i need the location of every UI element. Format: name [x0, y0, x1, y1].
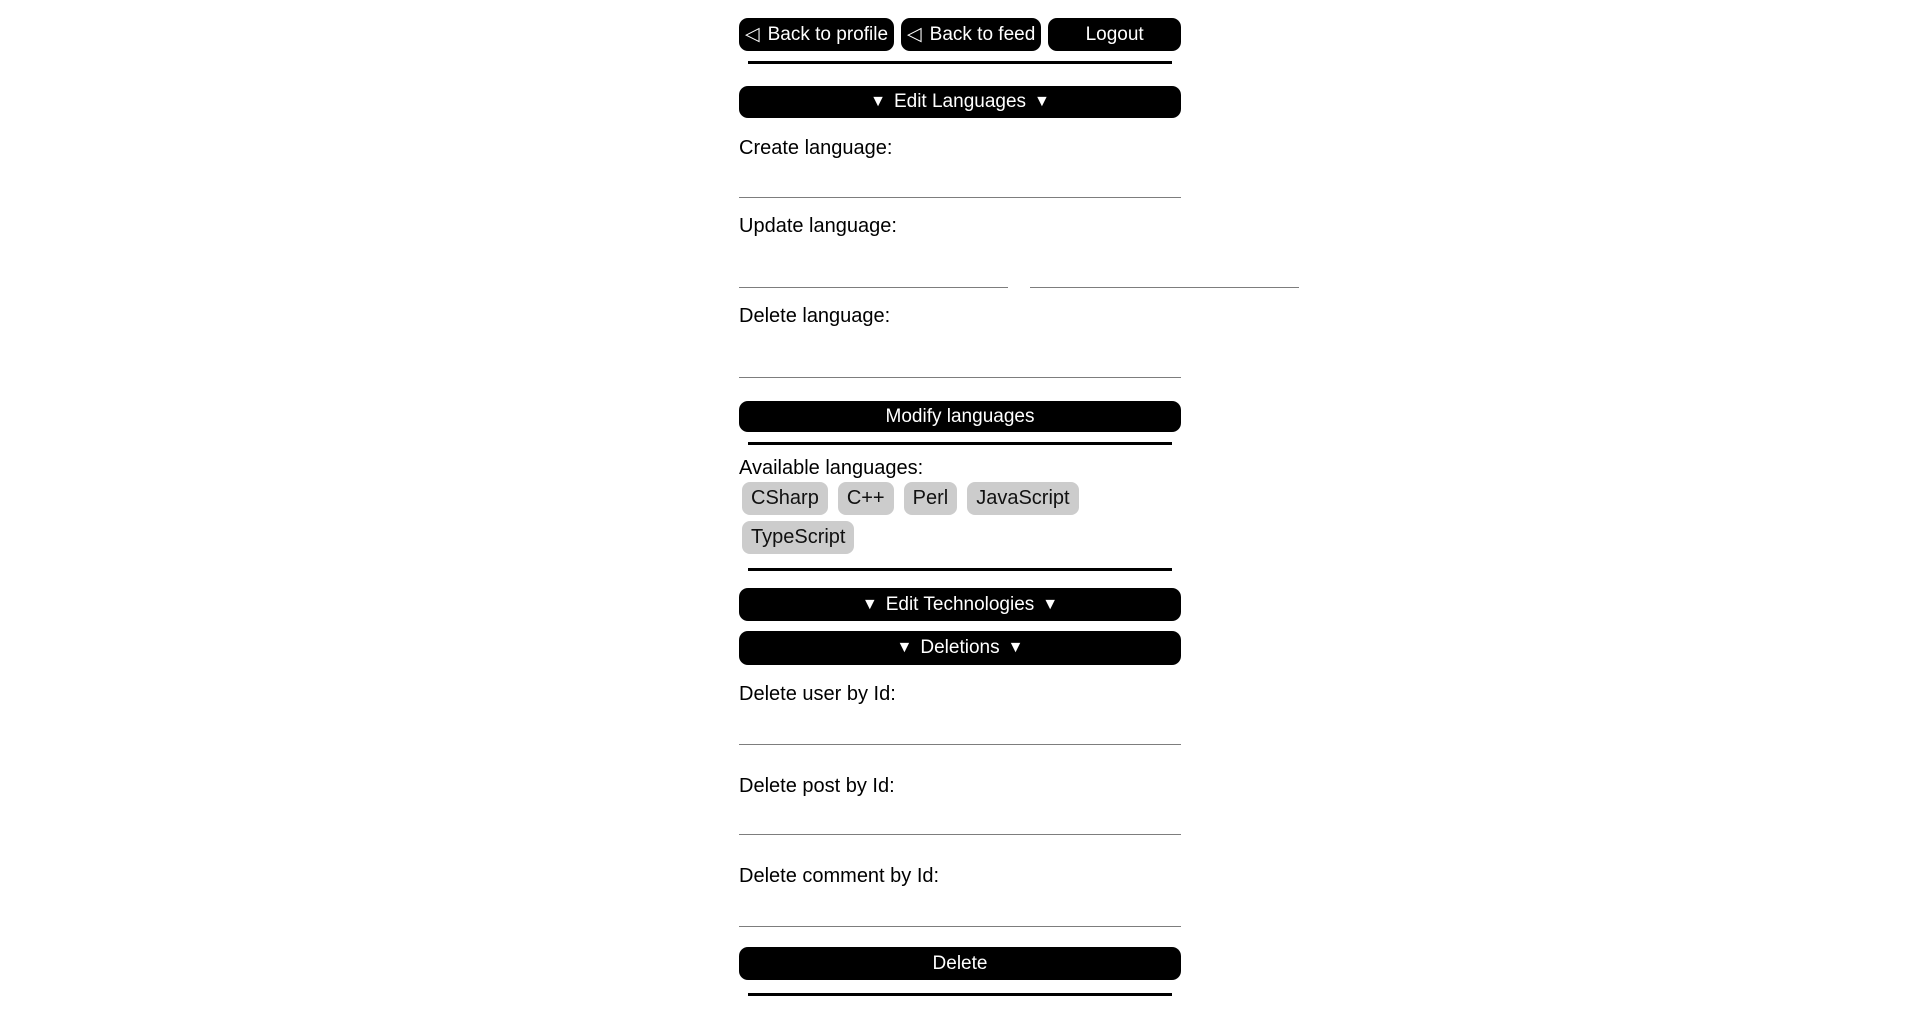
delete-post-label: Delete post by Id: [739, 775, 895, 797]
edit-technologies-label: Edit Technologies [885, 593, 1035, 615]
delete-user-id-input[interactable] [739, 706, 1181, 745]
back-arrow-icon: ◁ [907, 24, 922, 45]
update-language-new-input[interactable] [1030, 250, 1299, 288]
delete-language-label: Delete language: [739, 305, 891, 327]
logout-label: Logout [1085, 23, 1144, 45]
delete-button-label: Delete [932, 952, 988, 974]
chevron-down-icon: ▼ [1007, 639, 1024, 656]
section-divider [748, 442, 1172, 445]
delete-post-id-input[interactable] [739, 798, 1181, 835]
edit-technologies-toggle[interactable] [739, 588, 1181, 621]
update-language-old-input[interactable] [739, 250, 1008, 288]
update-language-inputs [739, 250, 1181, 288]
top-navigation [739, 18, 1181, 51]
chevron-down-icon: ▼ [1034, 93, 1050, 110]
language-chip-javascript[interactable]: JavaScript [967, 482, 1078, 515]
modify-languages-label: Modify languages [885, 405, 1035, 427]
chevron-down-icon: ▼ [870, 93, 886, 110]
delete-user-label: Delete user by Id: [739, 683, 896, 705]
create-language-input[interactable] [739, 160, 1181, 198]
back-to-feed-label: Back to feed [929, 23, 1036, 45]
logout-button[interactable] [1048, 18, 1181, 51]
create-language-label: Create language: [739, 137, 893, 159]
section-divider [748, 993, 1172, 996]
admin-panel [739, 0, 1181, 996]
language-chip-cpp[interactable]: C++ [838, 482, 894, 515]
language-chip-perl[interactable]: Perl [904, 482, 958, 515]
available-languages-list [739, 482, 1181, 554]
language-chip-typescript[interactable]: TypeScript [742, 521, 854, 554]
back-to-profile-label: Back to profile [767, 23, 889, 45]
delete-language-input[interactable] [739, 340, 1181, 378]
available-languages-label: Available languages: [739, 457, 924, 479]
chevron-down-icon: ▼ [1042, 595, 1059, 613]
update-language-label: Update language: [739, 215, 897, 237]
chevron-down-icon: ▼ [896, 639, 913, 656]
chevron-down-icon: ▼ [861, 595, 878, 613]
delete-button[interactable] [739, 947, 1181, 980]
delete-comment-label: Delete comment by Id: [739, 865, 940, 887]
deletions-toggle[interactable] [739, 631, 1181, 665]
delete-comment-id-input[interactable] [739, 888, 1181, 927]
modify-languages-button[interactable] [739, 401, 1181, 432]
back-arrow-icon: ◁ [745, 24, 760, 45]
deletions-label: Deletions [920, 637, 1000, 658]
language-chip-csharp[interactable]: CSharp [742, 482, 828, 515]
section-divider [748, 61, 1172, 64]
back-to-feed-button[interactable] [901, 18, 1041, 51]
edit-languages-label: Edit Languages [893, 91, 1027, 112]
edit-languages-toggle[interactable] [739, 86, 1181, 118]
back-to-profile-button[interactable] [739, 18, 894, 51]
section-divider [748, 568, 1172, 571]
